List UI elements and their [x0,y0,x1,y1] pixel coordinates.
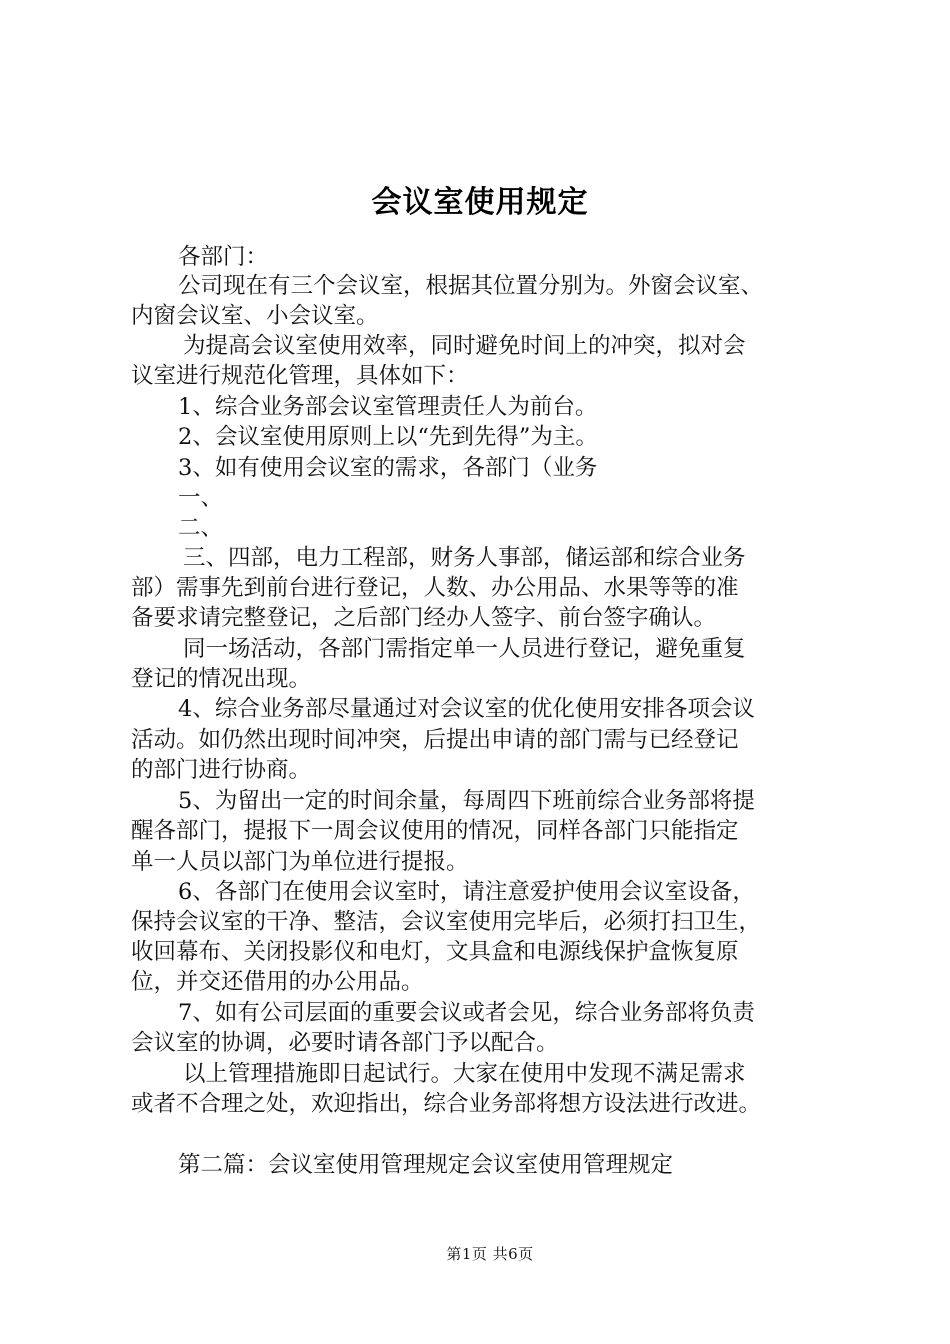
body-line: 部）需事先到前台进行登记，人数、办公用品、水果等等的准 [131,575,739,601]
body-line: 登记的情况出现。 [131,666,312,692]
body-line: 4、综合业务部尽量通过对会议室的优化使用安排各项会议 [178,696,755,722]
page-number: 第1页 共6页 [446,1245,534,1263]
body-line: 2、会议室使用原则上以“先到先得”为主。 [178,424,598,450]
body-line: 位，并交还借用的办公用品。 [131,969,424,995]
body-line: 单一人员以部门为单位进行提报。 [131,849,469,875]
body-line: 5、为留出一定的时间余量，每周四下班前综合业务部将提 [178,788,755,814]
body-line: 的部门进行协商。 [131,757,312,783]
body-line: 或者不合理之处，欢迎指出，综合业务部将想方设法进行改进。 [131,1091,762,1117]
body-line: 议室进行规范化管理，具体如下： [131,363,469,389]
next-article-heading: 第二篇：会议室使用管理规定会议室使用管理规定 [178,1152,674,1178]
body-line: 一、 [178,485,224,511]
body-line: 同一场活动，各部门需指定单一人员进行登记，避免重复 [183,636,746,662]
body-line: 内窗会议室、小会议室。 [131,303,379,329]
body-line: 3、如有使用会议室的需求，各部门（业务 [178,455,598,481]
body-line: 醒各部门，提报下一周会议使用的情况，同样各部门只能指定 [131,818,739,844]
body-line: 备要求请完整登记，之后部门经办人签字、前台签字确认。 [131,605,717,631]
document-title: 会议室使用规定 [371,185,589,220]
body-line: 6、各部门在使用会议室时，请注意爱护使用会议室设备， [178,879,755,905]
body-line: 公司现在有三个会议室，根据其位置分别为。外窗会议室、 [178,273,764,299]
body-line: 以上管理措施即日起试行。大家在使用中发现不满足需求 [183,1061,746,1087]
body-line: 7、如有公司层面的重要会议或者会见，综合业务部将负责 [178,1000,755,1026]
body-line: 收回幕布、关闭投影仪和电灯，文具盒和电源线保护盒恢复原 [131,939,739,965]
body-line: 各部门： [178,244,269,270]
body-line: 活动。如仍然出现时间冲突，后提出申请的部门需与已经登记 [131,727,739,753]
body-line: 二、 [178,515,224,541]
body-line: 1、综合业务部会议室管理责任人为前台。 [178,394,598,420]
body-line: 会议室的协调，必要时请各部门予以配合。 [131,1030,559,1056]
body-line: 保持会议室的干净、整洁，会议室使用完毕后，必须打扫卫生， [131,909,762,935]
body-line: 为提高会议室使用效率，同时避免时间上的冲突，拟对会 [183,333,746,359]
body-line: 三、四部，电力工程部，财务人事部，储运部和综合业务 [183,545,746,571]
